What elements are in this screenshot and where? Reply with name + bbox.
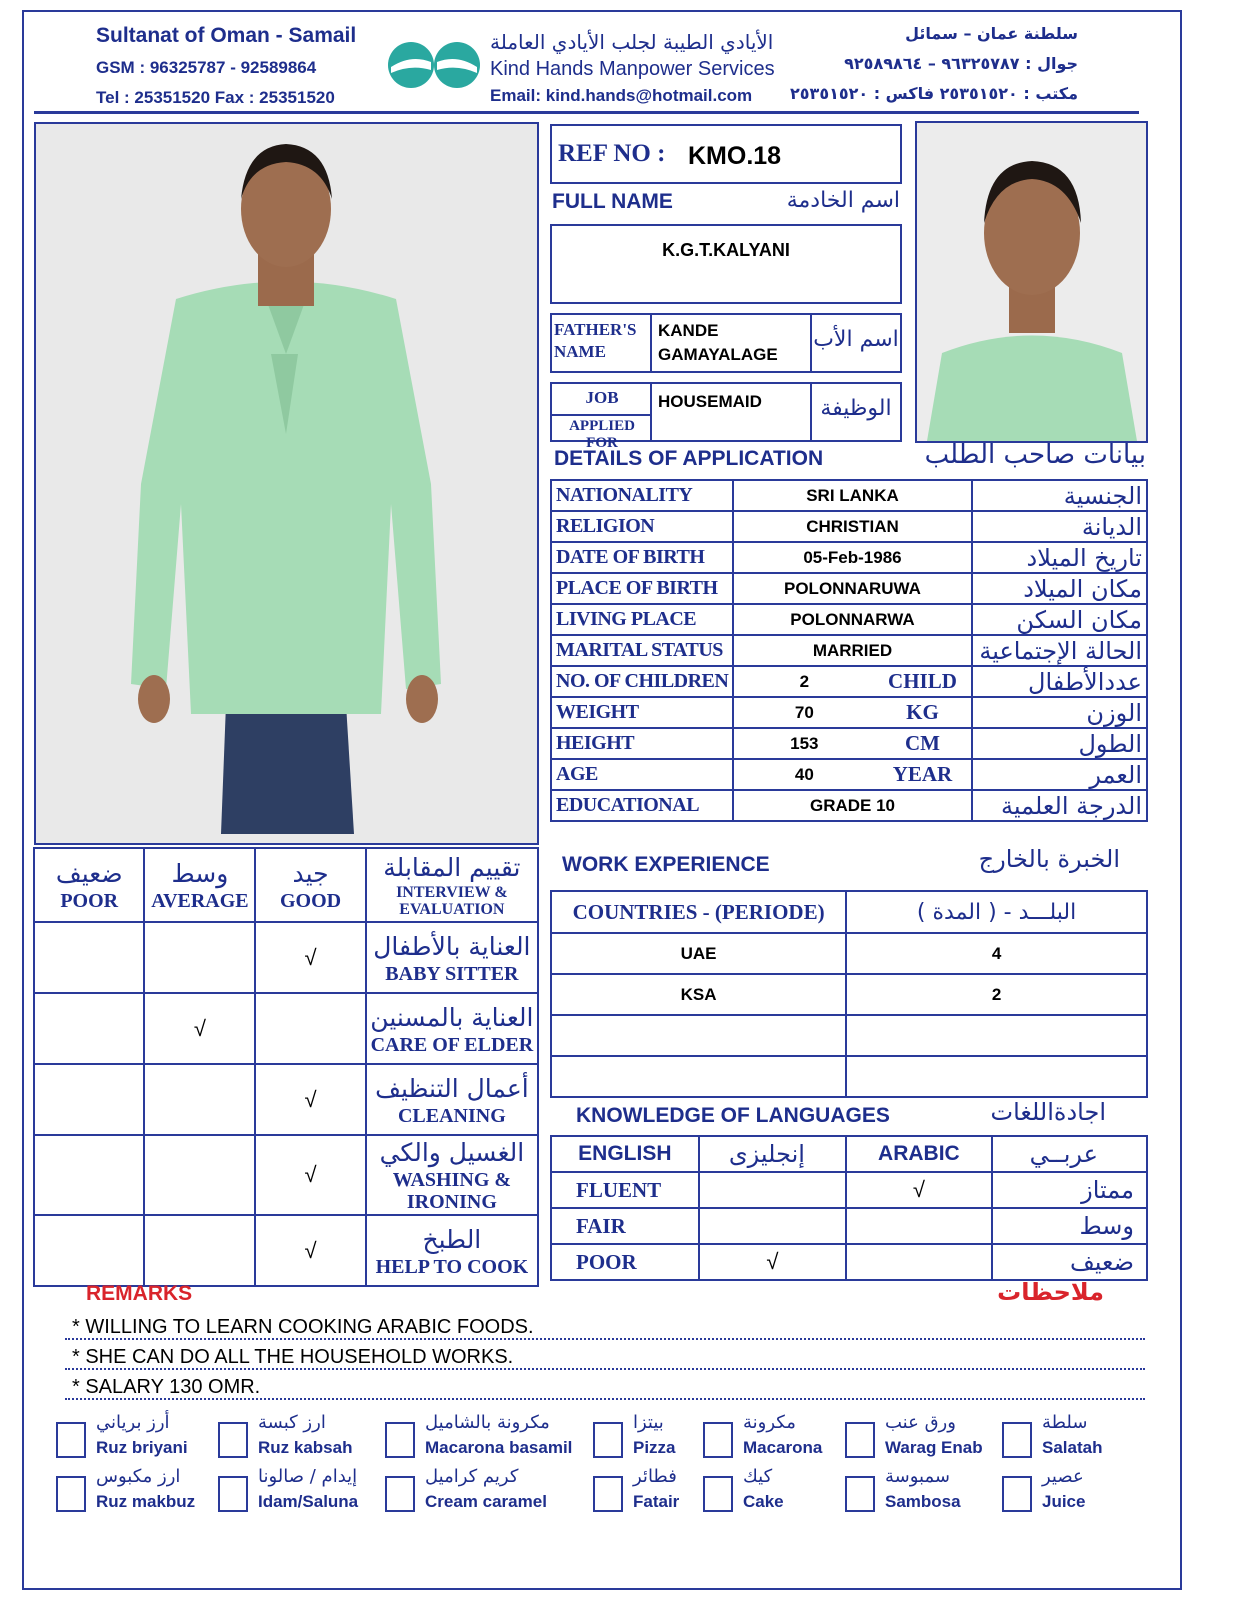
- detail-value: 153: [790, 733, 819, 753]
- languages-title: KNOWLEDGE OF LANGUAGES: [576, 1104, 890, 1127]
- food-name-ar: بيتزا: [633, 1412, 664, 1433]
- job-value: HOUSEMAID: [658, 392, 762, 411]
- lang-level: POOR: [551, 1244, 699, 1280]
- detail-label: WEIGHT: [551, 697, 733, 728]
- detail-row: [551, 542, 1147, 573]
- we-period: [846, 1056, 1147, 1097]
- we-country: KSA: [551, 974, 846, 1015]
- father-name-label: FATHER'S NAME: [554, 320, 637, 361]
- eval-skill-en: WASHING & IRONING: [392, 1169, 512, 1213]
- ref-box: [550, 124, 902, 184]
- eval-skill-cell: [366, 1215, 538, 1286]
- eval-skill-cell: [366, 922, 538, 993]
- work-experience-row: [551, 1056, 1147, 1097]
- food-name-en: Salatah: [1042, 1438, 1103, 1457]
- food-item: [1002, 1466, 1142, 1516]
- full-name-label-ar: اسم الخادمة: [786, 188, 900, 213]
- eval-col-average: وسط AVERAGE: [144, 848, 255, 922]
- detail-value: MARRIED: [812, 640, 893, 660]
- we-country: [551, 1056, 846, 1097]
- we-col-ar: البلـــد - ( المدة ): [846, 891, 1147, 933]
- language-row: [551, 1172, 1147, 1208]
- eval-average-cell[interactable]: [144, 1064, 255, 1135]
- food-name-ar: ارز مكبوس: [96, 1466, 181, 1487]
- food-name-en: Sambosa: [885, 1492, 961, 1511]
- eval-skill-ar: أعمال التنظيف: [375, 1073, 529, 1103]
- detail-label-ar: الطول: [972, 728, 1147, 759]
- food-checkbox[interactable]: [845, 1422, 875, 1458]
- work-experience-table: [550, 890, 1148, 1098]
- lang-english-cell[interactable]: [699, 1172, 846, 1208]
- evaluation-table: [33, 847, 539, 1287]
- food-name-en: Cream caramel: [425, 1492, 547, 1511]
- detail-value: POLONNARWA: [790, 609, 915, 629]
- food-item: [703, 1412, 843, 1462]
- detail-value: GRADE 10: [809, 795, 895, 815]
- detail-label-ar: الدرجة العلمية: [972, 790, 1147, 821]
- food-name-ar: ورق عنب: [885, 1412, 956, 1433]
- eval-col-good: جيد GOOD: [255, 848, 365, 922]
- food-checkbox[interactable]: [56, 1476, 86, 1512]
- we-country: [551, 1015, 846, 1056]
- header-right-line1: سلطنة عمان – سمائل: [905, 24, 1078, 43]
- eval-poor-cell[interactable]: [34, 1064, 144, 1135]
- detail-label-ar: مكان السكن: [972, 604, 1147, 635]
- food-checkbox[interactable]: [385, 1422, 415, 1458]
- food-checkbox[interactable]: [218, 1476, 248, 1512]
- full-body-photo: [34, 122, 539, 845]
- detail-unit: CM: [904, 731, 940, 755]
- detail-value-cell: [733, 790, 971, 821]
- remark-dotted-2: [65, 1368, 1145, 1370]
- header-left-line3: Tel : 25351520 Fax : 25351520: [96, 88, 335, 107]
- eval-skill-ar: الغسيل والكي: [379, 1138, 525, 1167]
- eval-good-cell[interactable]: √: [255, 1135, 365, 1215]
- job-label-1: JOB: [585, 388, 619, 407]
- details-title-ar: بيانات صاحب الطلب: [924, 440, 1146, 470]
- eval-col-title: تقييم المقابلة INTERVIEW & EVALUATION: [366, 848, 538, 922]
- languages-table: [550, 1135, 1148, 1281]
- company-name-en: Kind Hands Manpower Services: [490, 58, 775, 80]
- header-left-line1: Sultanat of Oman - Samail: [96, 24, 357, 47]
- detail-value: POLONNARUWA: [784, 578, 921, 598]
- detail-row: [551, 511, 1147, 542]
- lang-level: FLUENT: [551, 1172, 699, 1208]
- eval-skill-en: CARE OF ELDER: [370, 1033, 534, 1056]
- detail-label-ar: مكان الميلاد: [972, 573, 1147, 604]
- food-item: [1002, 1412, 1142, 1462]
- detail-label-ar: العمر: [972, 759, 1147, 790]
- detail-label: AGE: [551, 759, 733, 790]
- eval-good-cell[interactable]: √: [255, 922, 365, 993]
- detail-value: 70: [794, 702, 814, 722]
- evaluation-row: [34, 993, 538, 1064]
- details-title: DETAILS OF APPLICATION: [554, 447, 824, 470]
- detail-label: EDUCATIONAL: [551, 790, 733, 821]
- food-checkbox[interactable]: [1002, 1476, 1032, 1512]
- detail-row: [551, 573, 1147, 604]
- eval-poor-cell[interactable]: [34, 993, 144, 1064]
- food-item: [703, 1466, 843, 1516]
- header-left-line2: GSM : 96325787 - 92589864: [96, 58, 317, 77]
- evaluation-row: [34, 922, 538, 993]
- food-name-en: Warag Enab: [885, 1438, 983, 1457]
- food-name-en: Cake: [743, 1492, 784, 1511]
- evaluation-row: [34, 1064, 538, 1135]
- detail-label-ar: الديانة: [972, 511, 1147, 542]
- detail-label: MARITAL STATUS: [551, 635, 733, 666]
- remark-line-3: * SALARY 130 OMR.: [72, 1376, 261, 1398]
- food-checkbox[interactable]: [845, 1476, 875, 1512]
- detail-label-ar: الوزن: [972, 697, 1147, 728]
- company-name-ar: الأيادي الطيبة لجلب الأيادي العاملة: [490, 30, 774, 54]
- full-name-box: [550, 224, 902, 304]
- detail-value-cell: [733, 511, 971, 542]
- food-item: [218, 1466, 359, 1516]
- eval-good-cell[interactable]: [255, 993, 365, 1064]
- eval-col-poor: ضعيف POOR: [34, 848, 144, 922]
- father-name-value-1: KANDE: [658, 321, 719, 340]
- we-col-countries: COUNTRIES - (PERIODE): [551, 891, 846, 933]
- detail-unit: YEAR: [892, 762, 953, 786]
- detail-label-ar: عددالأطفال: [972, 666, 1147, 697]
- detail-value: SRI LANKA: [806, 485, 899, 505]
- header-right-line3: مكتب : ٢٥٣٥١٥٢٠ فاكس : ٢٥٣٥١٥٢٠: [790, 84, 1078, 103]
- food-checkbox[interactable]: [56, 1422, 86, 1458]
- detail-label-ar: تاريخ الميلاد: [972, 542, 1147, 573]
- food-name-en: Ruz kabsah: [258, 1438, 353, 1457]
- father-name-label-ar: اسم الأب: [813, 327, 899, 352]
- header-right-line2: جوال : ٩٦٣٢٥٧٨٧ – ٩٢٥٨٩٨٦٤: [844, 54, 1078, 73]
- lang-level: FAIR: [551, 1208, 699, 1244]
- lang-col-english: ENGLISH: [551, 1136, 699, 1172]
- ref-label: REF NO :: [558, 140, 666, 167]
- eval-skill-en: HELP TO COOK: [375, 1255, 529, 1278]
- eval-skill-ar: العناية بالأطفال: [373, 931, 531, 961]
- food-item: [385, 1412, 573, 1462]
- food-checkbox[interactable]: [1002, 1422, 1032, 1458]
- detail-label: DATE OF BIRTH: [551, 542, 733, 573]
- eval-poor-cell[interactable]: [34, 922, 144, 993]
- work-experience-row: [551, 933, 1147, 974]
- food-checkbox[interactable]: [703, 1476, 733, 1512]
- eval-poor-cell[interactable]: [34, 1135, 144, 1215]
- lang-level-ar: وسط: [992, 1208, 1147, 1244]
- food-item: [56, 1466, 196, 1516]
- food-name-ar: أرز برياني: [96, 1412, 170, 1433]
- detail-value-cell: [733, 759, 971, 790]
- remark-line-2: * SHE CAN DO ALL THE HOUSEHOLD WORKS.: [72, 1346, 514, 1368]
- detail-label: LIVING PLACE: [551, 604, 733, 635]
- detail-value-cell: [733, 573, 971, 604]
- detail-value: 2: [799, 671, 810, 691]
- detail-value-cell: [733, 666, 971, 697]
- food-name-ar: كريم كراميل: [425, 1466, 519, 1487]
- food-checkbox[interactable]: [593, 1476, 623, 1512]
- food-name-ar: مكرونة: [743, 1412, 796, 1433]
- work-experience-row: [551, 974, 1147, 1015]
- detail-row: [551, 697, 1147, 728]
- detail-value-cell: [733, 697, 971, 728]
- job-label-2: APPLIED FOR: [569, 418, 635, 451]
- eval-average-cell[interactable]: [144, 1215, 255, 1286]
- detail-label: PLACE OF BIRTH: [551, 573, 733, 604]
- languages-title-ar: اجادةاللغات: [990, 1098, 1106, 1126]
- food-name-ar: ارز كبسة: [258, 1412, 326, 1433]
- food-name-en: Idam/Saluna: [258, 1492, 359, 1511]
- food-name-en: Fatair: [633, 1492, 680, 1511]
- remarks-title: REMARKS: [86, 1282, 193, 1305]
- father-name-box: [550, 313, 902, 373]
- detail-row: [551, 790, 1147, 821]
- lang-level-ar: ضعيف: [992, 1244, 1147, 1280]
- food-name-ar: عصير: [1042, 1466, 1084, 1487]
- details-table: [550, 479, 1148, 822]
- ref-value: KMO.18: [688, 142, 782, 170]
- food-name-ar: سمبوسة: [885, 1466, 950, 1487]
- food-item: [845, 1412, 985, 1462]
- food-name-en: Macarona basamil: [425, 1438, 573, 1457]
- evaluation-row: [34, 1215, 538, 1286]
- detail-unit: CHILD: [888, 669, 957, 693]
- remark-line-1: * WILLING TO LEARN COOKING ARABIC FOODS.: [72, 1316, 534, 1338]
- detail-row: [551, 480, 1147, 511]
- food-name-ar: فطائر: [633, 1466, 677, 1487]
- eval-skill-en: CLEANING: [397, 1104, 506, 1127]
- eval-skill-cell: [366, 1064, 538, 1135]
- lang-english-cell[interactable]: √: [699, 1244, 846, 1280]
- we-country: UAE: [551, 933, 846, 974]
- detail-value-cell: [733, 542, 971, 573]
- lang-arabic-cell[interactable]: [846, 1244, 991, 1280]
- father-name-value-2: GAMAYALAGE: [658, 345, 778, 364]
- detail-value-cell: [733, 480, 971, 511]
- detail-value-cell: [733, 728, 971, 759]
- we-period: 4: [846, 933, 1147, 974]
- we-period: [846, 1015, 1147, 1056]
- eval-average-cell[interactable]: √: [144, 993, 255, 1064]
- food-checkbox[interactable]: [593, 1422, 623, 1458]
- food-name-ar: كيك: [743, 1466, 773, 1487]
- eval-average-cell[interactable]: [144, 922, 255, 993]
- detail-label: NO. OF CHILDREN: [551, 666, 733, 697]
- lang-arabic-cell[interactable]: [846, 1208, 991, 1244]
- food-name-en: Macarona: [743, 1438, 823, 1457]
- eval-good-cell[interactable]: √: [255, 1215, 365, 1286]
- food-name-en: Ruz briyani: [96, 1438, 188, 1457]
- food-name-ar: مكرونة بالشاميل: [425, 1412, 550, 1433]
- detail-value: 05-Feb-1986: [803, 547, 902, 567]
- eval-skill-ar: العناية بالمسنين: [370, 1002, 534, 1032]
- detail-unit: KG: [906, 700, 939, 724]
- eval-average-cell[interactable]: [144, 1135, 255, 1215]
- company-logo: [385, 40, 483, 90]
- lang-col-arabic-ar: عربــي: [992, 1136, 1147, 1172]
- food-checkbox[interactable]: [703, 1422, 733, 1458]
- detail-row: [551, 666, 1147, 697]
- detail-value: CHRISTIAN: [806, 516, 899, 536]
- language-row: [551, 1244, 1147, 1280]
- food-item: [218, 1412, 358, 1462]
- food-item: [845, 1466, 985, 1516]
- full-name-value: K.G.T.KALYANI: [662, 240, 790, 260]
- detail-value-cell: [733, 635, 971, 666]
- detail-label-ar: الحالة الإجتماعية: [972, 635, 1147, 666]
- food-name-ar: إيدام / صالونا: [258, 1466, 358, 1487]
- eval-skill-cell: [366, 1135, 538, 1215]
- detail-row: [551, 759, 1147, 790]
- food-checkbox[interactable]: [385, 1476, 415, 1512]
- food-name-en: Juice: [1042, 1492, 1086, 1511]
- remark-dotted-3: [65, 1398, 1145, 1400]
- headshot-photo: [915, 121, 1148, 443]
- lang-arabic-cell[interactable]: √: [846, 1172, 991, 1208]
- food-item: [385, 1466, 547, 1516]
- detail-label: NATIONALITY: [551, 480, 733, 511]
- header-divider: [34, 111, 1139, 114]
- food-checkbox[interactable]: [218, 1422, 248, 1458]
- food-name-ar: سلطة: [1042, 1412, 1088, 1433]
- lang-english-cell[interactable]: [699, 1208, 846, 1244]
- detail-row: [551, 728, 1147, 759]
- language-row: [551, 1208, 1147, 1244]
- lang-level-ar: ممتاز: [992, 1172, 1147, 1208]
- remark-dotted-1: [65, 1338, 1145, 1340]
- eval-poor-cell[interactable]: [34, 1215, 144, 1286]
- eval-skill-en: BABY SITTER: [385, 962, 519, 985]
- company-email: Email: kind.hands@hotmail.com: [490, 86, 753, 105]
- remarks-title-ar: ملاحظات: [997, 1278, 1104, 1306]
- work-experience-title: WORK EXPERIENCE: [562, 853, 770, 876]
- job-label-ar: الوظيفة: [820, 396, 892, 421]
- we-period: 2: [846, 974, 1147, 1015]
- eval-skill-ar: الطبخ: [422, 1224, 482, 1254]
- eval-skill-cell: [366, 993, 538, 1064]
- detail-row: [551, 604, 1147, 635]
- full-name-label: FULL NAME: [552, 190, 673, 213]
- work-experience-title-ar: الخبرة بالخارج: [978, 845, 1120, 873]
- job-box: [550, 382, 902, 451]
- lang-col-arabic: ARABIC: [846, 1136, 991, 1172]
- detail-label: HEIGHT: [551, 728, 733, 759]
- detail-row: [551, 635, 1147, 666]
- eval-good-cell[interactable]: √: [255, 1064, 365, 1135]
- food-name-en: Ruz makbuz: [96, 1492, 196, 1511]
- detail-value: 40: [794, 764, 814, 784]
- lang-col-english-ar: إنجليزى: [699, 1136, 846, 1172]
- detail-label-ar: الجنسية: [972, 480, 1147, 511]
- detail-label: RELIGION: [551, 511, 733, 542]
- detail-value-cell: [733, 604, 971, 635]
- food-item: [56, 1412, 196, 1462]
- work-experience-row: [551, 1015, 1147, 1056]
- evaluation-row: [34, 1135, 538, 1215]
- food-name-en: Pizza: [633, 1438, 676, 1457]
